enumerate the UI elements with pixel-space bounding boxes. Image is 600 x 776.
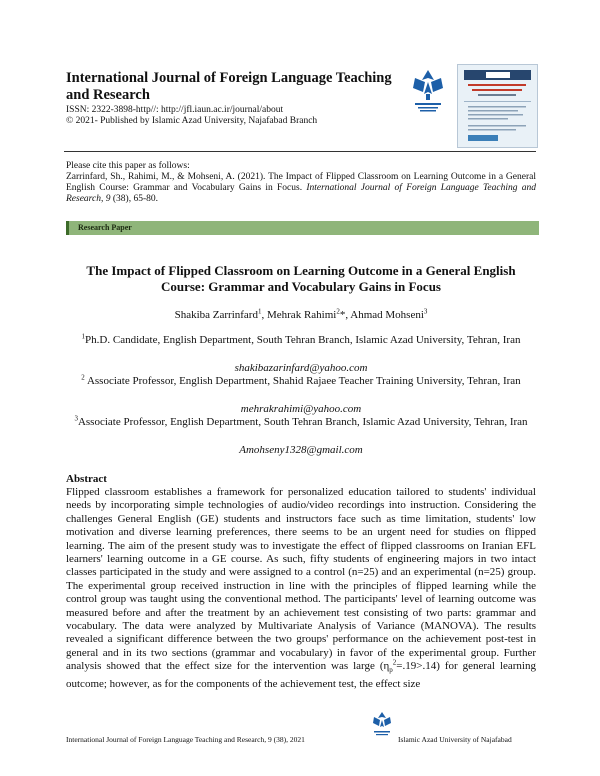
affiliation-mark: 1 xyxy=(81,332,86,341)
journal-copyright: © 2021- Published by Islamic Azad University, Najafabad Branch xyxy=(66,116,318,126)
paper-type-bar xyxy=(66,221,539,235)
email-2: mehrakrahimi@yahoo.com xyxy=(240,403,362,415)
citation-volume: 9 xyxy=(105,194,111,204)
author-list xyxy=(66,309,536,322)
affiliation-mark: 3 xyxy=(74,414,78,423)
journal-issn-url: ISSN: 2322-3898-http//: http://jfl.iaun.ac.ir/journal/about xyxy=(66,105,284,115)
author-name: Shakiba Zarrinfard xyxy=(174,309,258,321)
email-3: Amohseny1328@gmail.com xyxy=(239,444,363,456)
affiliation-text: Associate Professor, English Department, South Tehran Branch, Islamic Azad University, Tehran, Iran xyxy=(77,416,528,428)
citation-issue-pages: (38), 65-80. xyxy=(110,194,158,204)
abstract-text: Flipped classroom establishes a framework for personalized education tailored to students' individual needs by incorporating simple technologies of audio/video recordings into instruction. Considering the challenges General English (GE) students and instructors face such as time limitation, students' low motivation and diverse learning preferences, there seems to be an urgent need for studies on flipped learning. The aim of the present study was to investigate the effect of flipped classrooms on Iranian EFL learners' learning outcome in a GE course. As such, fifty students of engineering majors in two intact classes participated in the study and were assigned to a control (n=25) and an experimental (n=25) group. The experimental group received instruction in line with the principles of flipped learning while the control group was taught using the conventional method. The participants' level of learning outcome was measured before and after the treatment by an achievement test consisting of two parts: grammar and vocabulary. The data were analyzed by Multivariate Analysis of Variance (MANOVA). The results revealed a significant difference between the two groups' performance on the achievement post-test in general and in its two sections (grammar and vocabulary) in favor of the experimental group. Further analysis showed that the effect size for the intervention was large (η xyxy=(66,486,536,673)
university-emblem-icon xyxy=(407,66,449,116)
citation-label: Please cite this paper as follows: xyxy=(66,161,190,171)
author-name: Ahmad Mohseni xyxy=(350,309,424,321)
abstract-superscript: 2 xyxy=(392,658,397,667)
footer-publisher: Islamic Azad University of Najafabad xyxy=(398,735,512,744)
affiliation-1 xyxy=(66,334,536,347)
journal-cover-thumbnail-icon xyxy=(457,64,538,148)
citation-authors-title: Zarrinfard, Sh., Rahimi, M., & Mohseni, A. (2021). The Impact of Flipped Classroom on Learning Outcome in a General English Course: Grammar and Vocabulary Gains in Focus. xyxy=(66,172,536,193)
author-separator: , xyxy=(345,309,351,321)
affiliation-text: Associate Professor, English Department, Shahid Rajaee Teacher Training University, Tehran, Iran xyxy=(84,375,521,387)
paper-title: The Impact of Flipped Classroom on Learning Outcome in a General English Course: Grammar and Vocabulary Gains in Focus xyxy=(86,263,516,294)
abstract-heading: Abstract xyxy=(66,473,107,485)
corresponding-mark: * xyxy=(339,309,346,321)
abstract-subscript: p xyxy=(389,666,393,675)
affiliation-mark: 2 xyxy=(81,373,85,382)
email-1: shakibazarinfard@yahoo.com xyxy=(234,362,368,374)
author-affil-mark: 3 xyxy=(423,307,428,316)
journal-title: International Journal of Foreign Language Teaching and Research xyxy=(66,70,392,103)
paper-type-label: Research Paper xyxy=(78,223,132,232)
header-divider xyxy=(64,151,536,152)
author-affil-mark: 2 xyxy=(336,307,340,316)
author-name: Mehrak Rahimi xyxy=(266,309,337,321)
university-emblem-small-icon xyxy=(369,710,395,738)
citation-text: Zarrinfard, Sh., Rahimi, M., & Mohseni, A. (2021). The Impact of Flipped Classroom on Learning Outcome in a General English Course: Grammar and Vocabulary Gains in Focus. International Journal of Foreign Language Teaching and Research, 9 (38), 65-80. xyxy=(66,172,536,204)
abstract-body xyxy=(66,486,536,691)
author-separator: , xyxy=(261,309,267,321)
affiliation-3 xyxy=(66,416,536,429)
abstract-text-cont: =.19>.14) for general learning outcome; however, as for the components of the achievement test, the effect size xyxy=(66,660,536,690)
author-affil-mark: 1 xyxy=(257,307,262,316)
affiliation-text: Ph.D. Candidate, English Department, South Tehran Branch, Islamic Azad University, Tehran, Iran xyxy=(85,334,521,346)
citation-journal: International Journal of Foreign Language Teaching and Research xyxy=(66,183,536,204)
footer-journal-citation: International Journal of Foreign Language Teaching and Research, 9 (38), 2021 xyxy=(66,735,305,744)
affiliation-2 xyxy=(66,375,536,388)
